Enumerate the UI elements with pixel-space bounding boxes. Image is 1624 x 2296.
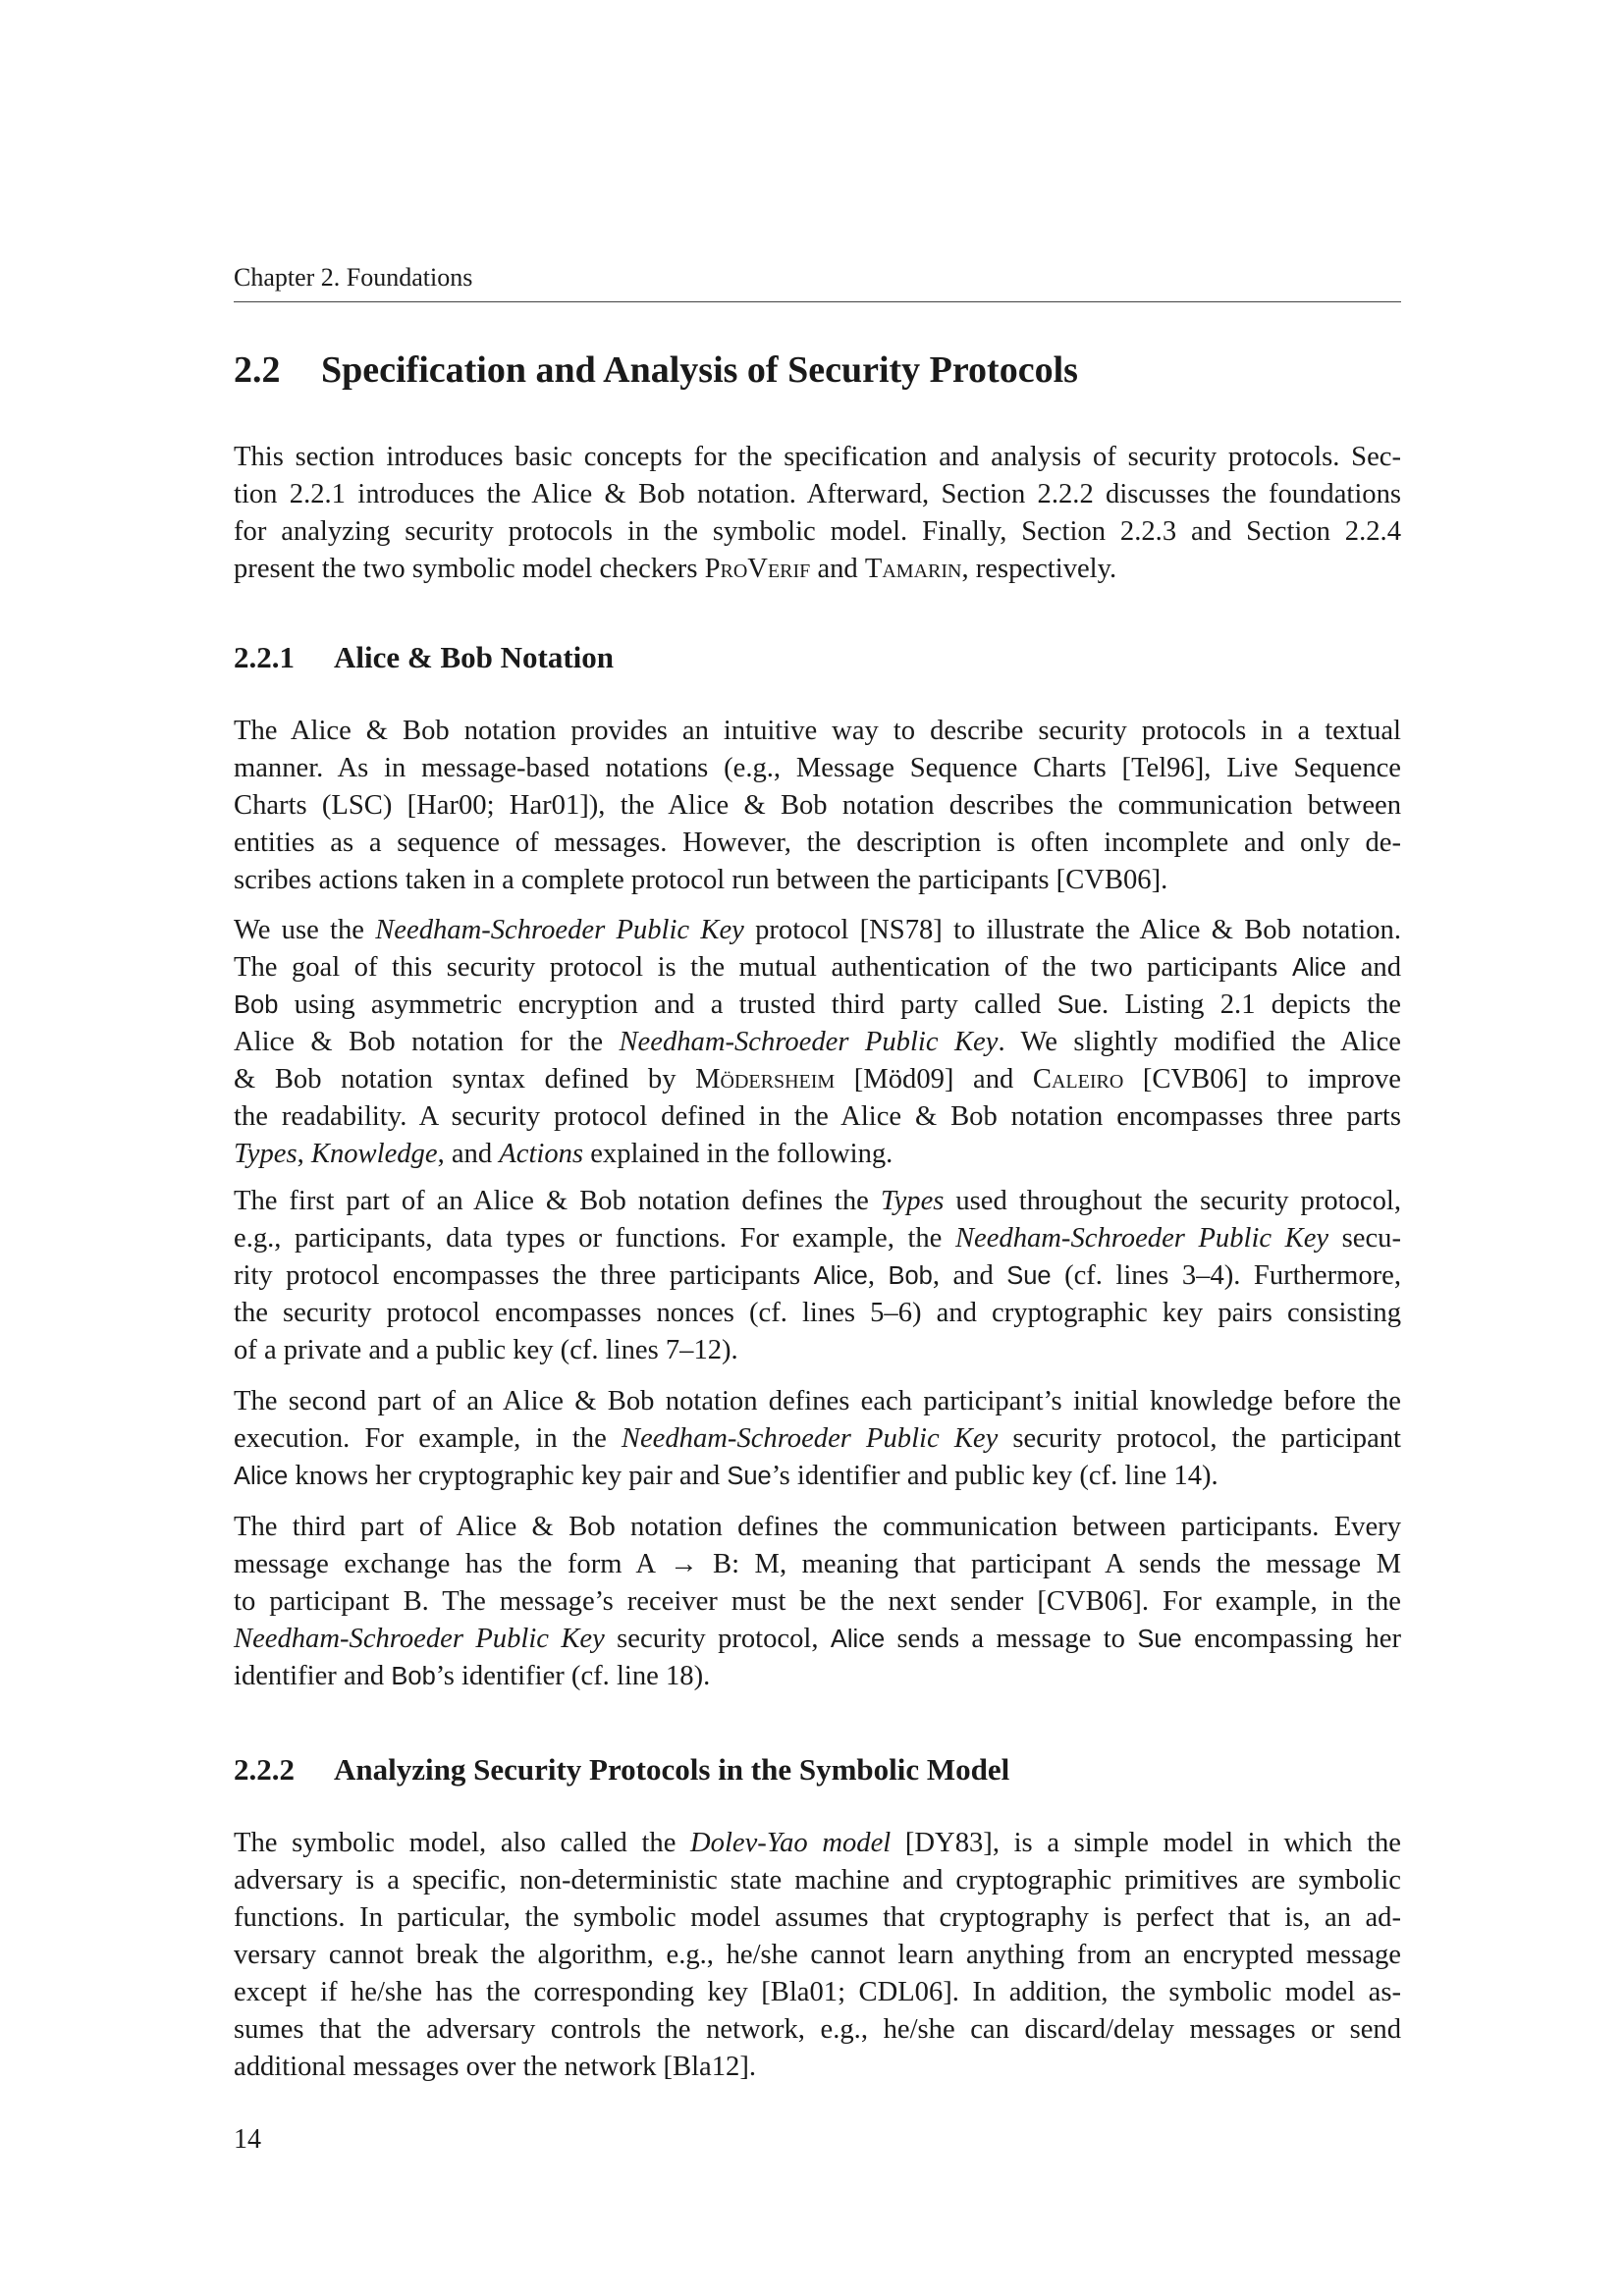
text-line: Alice knows her cryptographic key pair and Sue’s identifier and public key (cf. line 14). (234, 1461, 1218, 1491)
text-line: e.g., participants, data types or functions. For example, the Needham-Schroeder Public Key secu- (234, 1223, 1401, 1254)
page-number: 14 (234, 2124, 261, 2155)
text-line: of a private and a public key (cf. lines 7–12). (234, 1335, 738, 1365)
protocol-name: Needham-Schroeder Public Key (954, 1223, 1329, 1254)
text-line: the readability. A security protocol defined in the Alice & Bob notation encompasses three parts (234, 1101, 1401, 1132)
text-line: versary cannot break the algorithm, e.g., he/she cannot learn anything from an encrypted message (234, 1940, 1401, 1970)
participant-name: Bob (234, 991, 279, 1019)
text-line: the security protocol encompasses nonces (cf. lines 5–6) and cryptographic key pairs consisting (234, 1298, 1401, 1328)
participant-name: Sue (727, 1463, 772, 1490)
participant-name: Sue (1006, 1262, 1052, 1290)
text-line: The second part of an Alice & Bob notation defines each participant’s initial knowledge before the (234, 1386, 1401, 1416)
text-line: tion 2.2.1 introduces the Alice & Bob notation. Afterward, Section 2.2.2 discusses the foundations (234, 479, 1401, 509)
text-line: The first part of an Alice & Bob notation defines the Types used throughout the security protocol, (234, 1186, 1401, 1216)
text-line: The Alice & Bob notation provides an intuitive way to describe security protocols in a textual (234, 716, 1401, 746)
text-line: identifier and Bob’s identifier (cf. line 18). (234, 1661, 711, 1691)
protocol-name: Needham-Schroeder Public Key (375, 915, 744, 945)
proverif-name: ProVerif (704, 554, 811, 584)
participant-name: Bob (888, 1262, 933, 1290)
text-line: This section introduces basic concepts for the specification and analysis of security protocols. Sec- (234, 442, 1401, 472)
section-title-text: Specification and Analysis of Security Protocols (321, 349, 1078, 391)
tamarin-name: Tamarin (864, 554, 962, 584)
paragraph (234, 1825, 1401, 2086)
text-line: The third part of Alice & Bob notation defines the communication between participants. Every (234, 1512, 1401, 1542)
text-line: for analyzing security protocols in the symbolic model. Finally, Section 2.2.3 and Section 2.2.4 (234, 516, 1401, 547)
participant-name: Bob (391, 1663, 436, 1690)
subsection-title-text: Analyzing Security Protocols in the Symbolic Model (334, 1752, 1010, 1787)
text-line: present the two symbolic model checkers ProVerif and Tamarin, respectively. (234, 554, 1117, 584)
participant-name: Alice (813, 1262, 868, 1290)
text-line: adversary is a specific, non-deterministic state machine and cryptographic primitives are symbolic (234, 1865, 1401, 1896)
text-line: rity protocol encompasses the three participants Alice, Bob, and Sue (cf. lines 3–4). Furthermore, (234, 1260, 1401, 1291)
paragraph (234, 1509, 1401, 1695)
text-line: The goal of this security protocol is the mutual authentication of the two participants Alice and (234, 952, 1401, 983)
subsection-number: 2.2.2 (234, 1752, 295, 1787)
section-number: 2.2 (234, 349, 281, 391)
paragraph (234, 912, 1401, 1173)
text-line: Bob using asymmetric encryption and a trusted third party called Sue. Listing 2.1 depicts the (234, 989, 1401, 1020)
section-title (234, 348, 1078, 392)
model-name: Dolev-Yao model (690, 1828, 892, 1858)
text-line: additional messages over the network [Bla12]. (234, 2052, 757, 2082)
text-line: scribes actions taken in a complete protocol run between the participants [CVB06]. (234, 865, 1168, 895)
text-line: execution. For example, in the Needham-Schroeder Public Key security protocol, the participant (234, 1423, 1402, 1454)
text-line: Alice & Bob notation for the Needham-Schroeder Public Key. We slightly modified the Alice (234, 1027, 1401, 1057)
subsection-title-2-2-1 (234, 640, 614, 675)
text-line: to participant B. The message’s receiver must be the next sender [CVB06]. For example, in the (234, 1586, 1401, 1617)
subsection-title-2-2-2 (234, 1752, 1009, 1788)
text-line: & Bob notation syntax defined by Mödersheim [Möd09] and Caleiro [CVB06] to improve (234, 1064, 1401, 1095)
text-line: Charts (LSC) [Har00; Har01]), the Alice & Bob notation describes the communication between (234, 790, 1401, 821)
text-line: The symbolic model, also called the Dolev-Yao model [DY83], is a simple model in which the (234, 1828, 1401, 1858)
author-name: Mödersheim (695, 1064, 836, 1095)
text-line: Types, Knowledge, and Actions explained in the following. (234, 1139, 893, 1169)
paragraph (234, 713, 1401, 899)
protocol-name: Needham-Schroeder Public Key (621, 1423, 999, 1454)
running-head: Chapter 2. Foundations (234, 263, 1401, 302)
participant-name: Alice (234, 1463, 289, 1490)
participant-name: Sue (1056, 991, 1103, 1019)
subsection-number: 2.2.1 (234, 640, 295, 674)
text-line: manner. As in message-based notations (e.g., Message Sequence Charts [Tel96], Live Sequence (234, 753, 1401, 783)
text-line: entities as a sequence of messages. However, the description is often incomplete and only de- (234, 828, 1401, 858)
text-line: message exchange has the form A → B: M, meaning that participant A sends the message M (234, 1549, 1401, 1579)
text-line: functions. In particular, the symbolic model assumes that cryptography is perfect that is, an ad- (234, 1902, 1401, 1933)
protocol-name: Needham-Schroeder Public Key (234, 1624, 605, 1654)
author-name: Caleiro (1032, 1064, 1124, 1095)
text-line: We use the Needham-Schroeder Public Key protocol [NS78] to illustrate the Alice & Bob notation. (234, 915, 1401, 945)
intro-paragraph (234, 439, 1401, 588)
subsection-title-text: Alice & Bob Notation (334, 640, 615, 674)
text-line: sumes that the adversary controls the network, e.g., he/she can discard/delay messages or send (234, 2014, 1401, 2045)
paragraph (234, 1183, 1401, 1369)
paragraph (234, 1383, 1401, 1495)
participant-name: Alice (830, 1626, 886, 1653)
participant-name: Alice (1291, 954, 1347, 982)
text-line: Needham-Schroeder Public Key security protocol, Alice sends a message to Sue encompassing her (234, 1624, 1401, 1654)
text-line: except if he/she has the corresponding key [Bla01; CDL06]. In addition, the symbolic model as- (234, 1977, 1401, 2007)
protocol-name: Needham-Schroeder Public Key (619, 1027, 999, 1057)
participant-name: Sue (1137, 1626, 1182, 1653)
